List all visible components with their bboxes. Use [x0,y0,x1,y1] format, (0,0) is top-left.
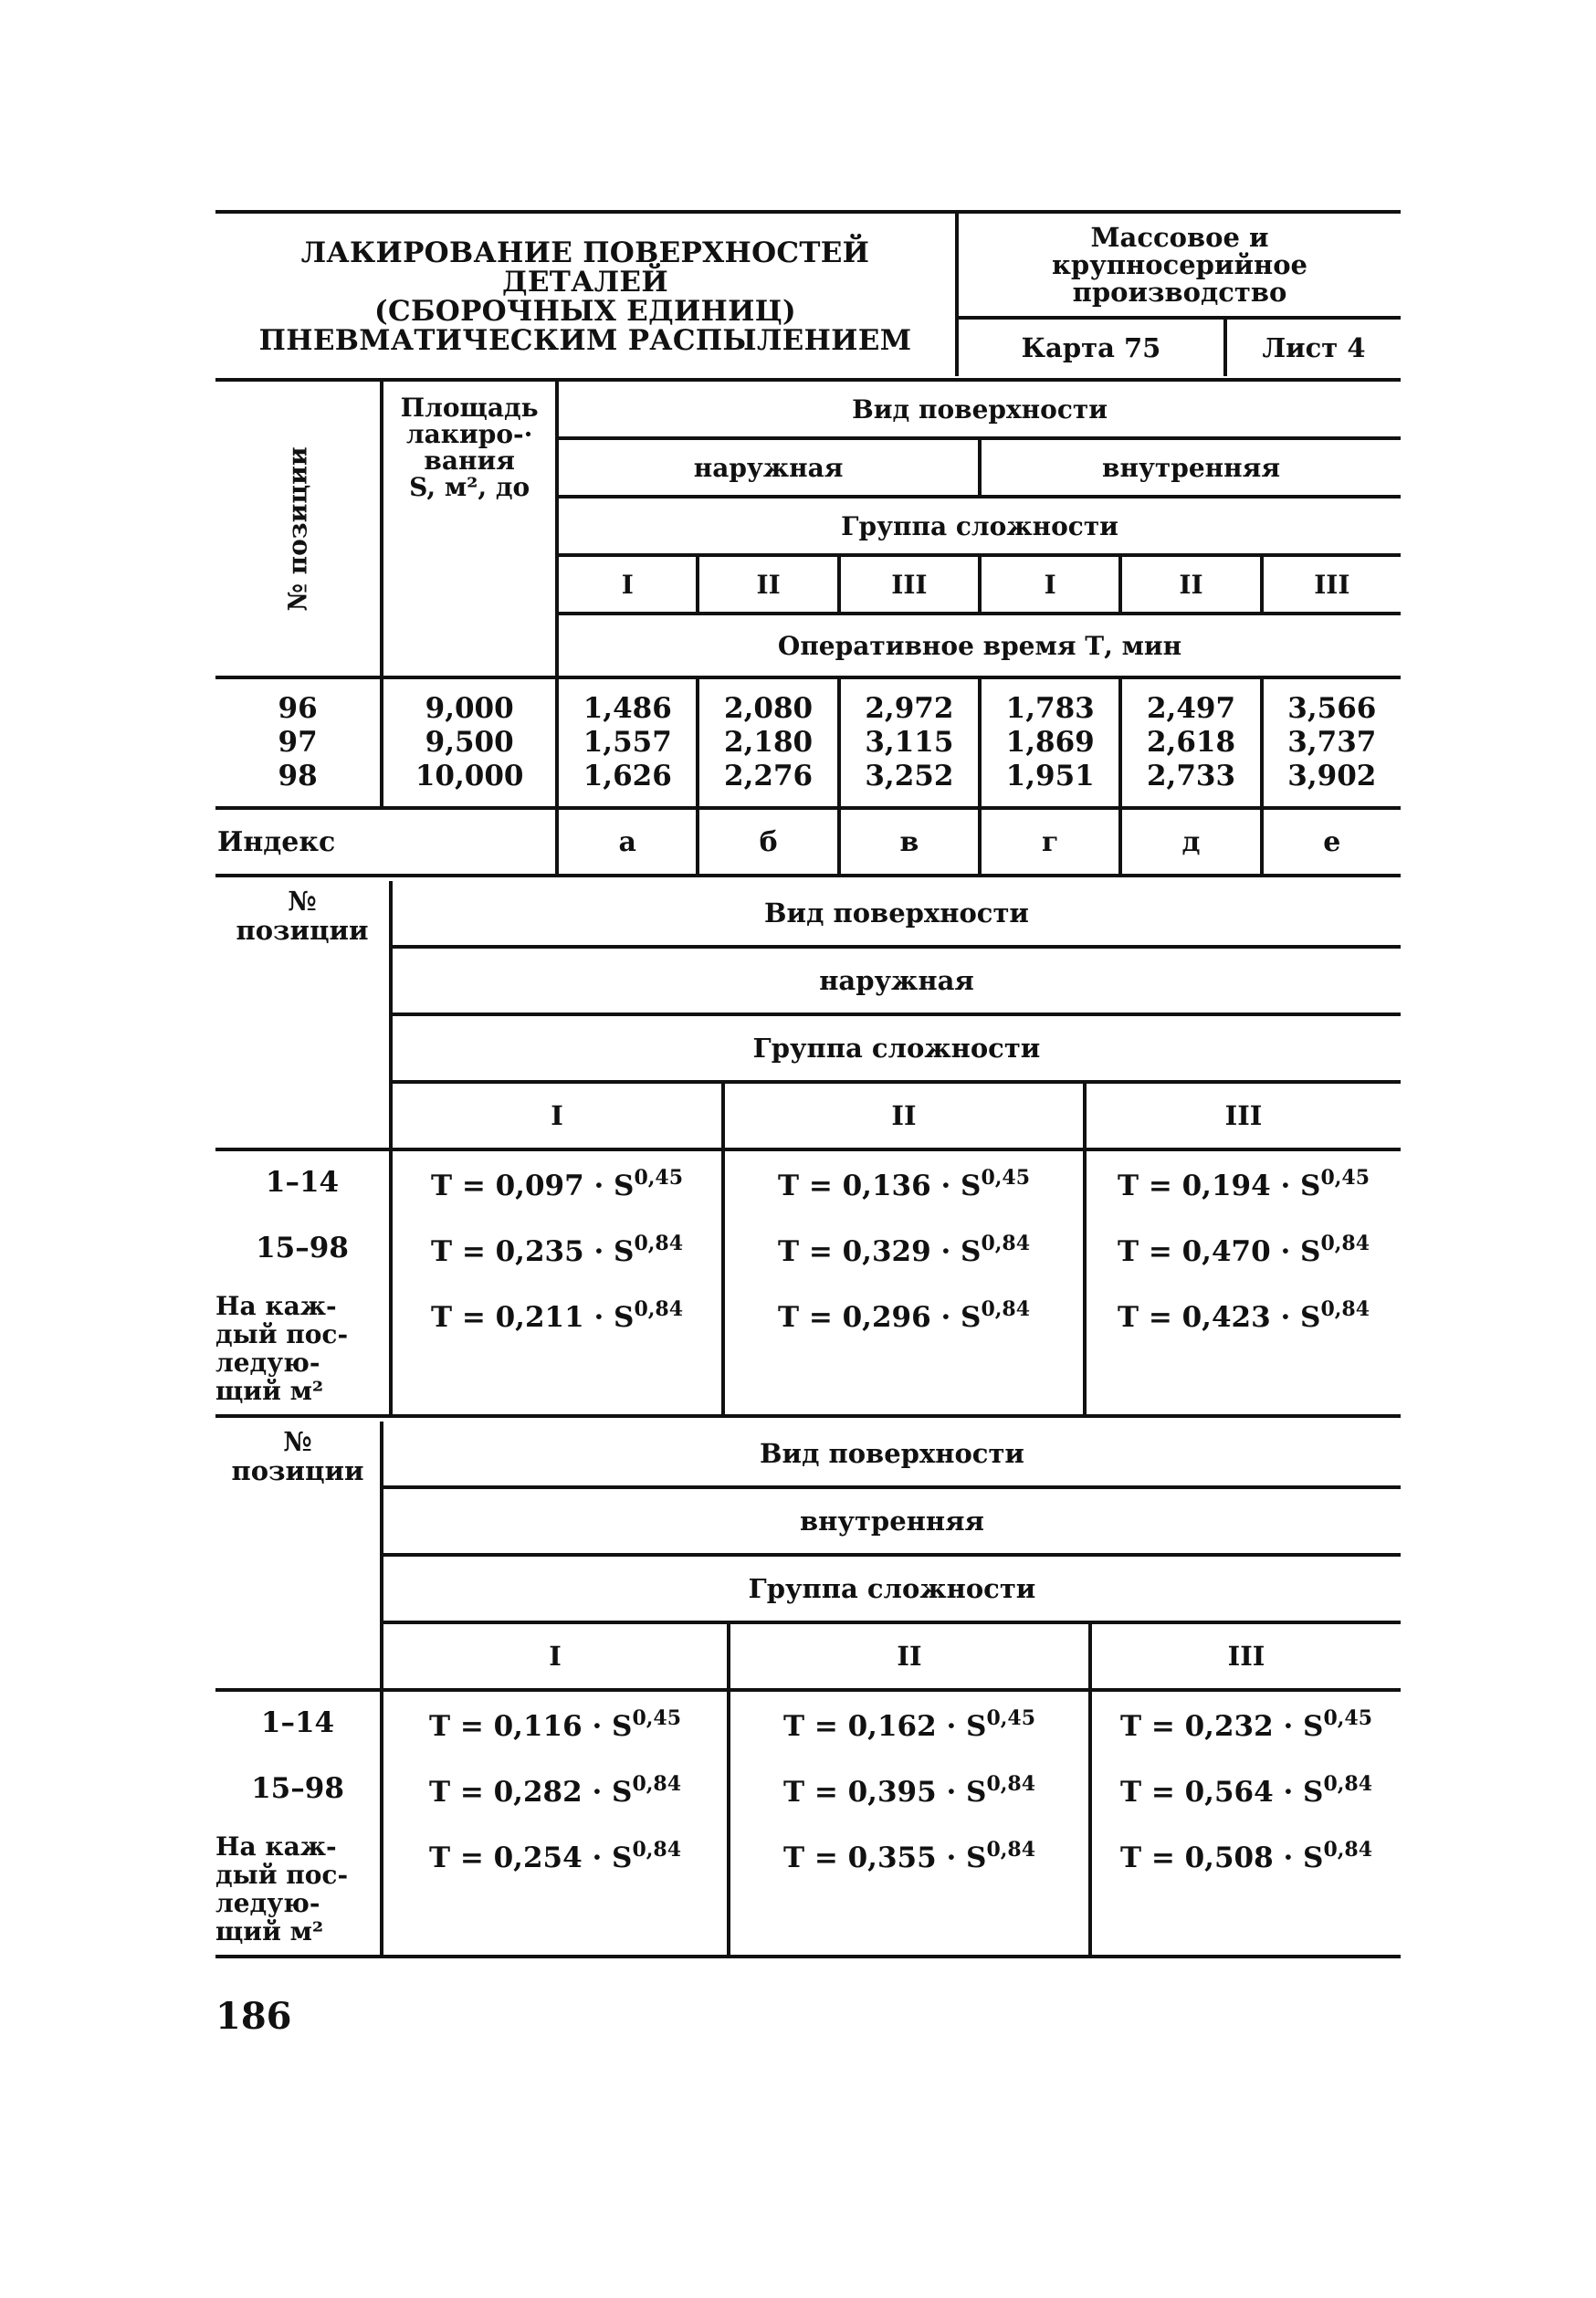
row-label: 15–98 [215,1217,391,1283]
group-1-outer: I [557,555,698,614]
formula: Т = 0,282 · S$^{0,84}$ [382,1758,729,1823]
values-column-d: 2,497 2,618 2,733 [1120,677,1261,808]
formula: Т = 0,136 · S$^{0,45}$ [723,1149,1085,1217]
outer-formula-table [215,881,1401,1418]
formula: Т = 0,296 · S$^{0,84}$ [723,1283,1085,1416]
complexity-group-header-inner: Группа сложности [382,1555,1401,1622]
formula: Т = 0,355 · S$^{0,84}$ [729,1823,1090,1957]
formula: Т = 0,395 · S$^{0,84}$ [729,1758,1090,1823]
surface-type-header: Вид поверхности [557,380,1401,438]
index-a: а [557,808,698,876]
formula: Т = 0,508 · S$^{0,84}$ [1119,1838,1373,1874]
operative-time-header: Оперативное время Т, мин [777,630,1182,661]
document-page [215,210,1401,1958]
area-values: 9,000 9,500 10,000 [382,677,557,808]
group-3: III [1227,1641,1265,1672]
page-number: 186 [215,1995,292,2038]
complexity-group-header-outer: Группа сложности [391,1014,1401,1082]
formula: Т = 0,232 · S$^{0,45}$ [1119,1706,1373,1743]
outer-surface-label: наружная [391,947,1401,1014]
position-values: 96 97 98 [215,677,382,808]
formula: Т = 0,329 · S$^{0,84}$ [723,1217,1085,1283]
index-v: в [839,808,980,876]
group-3: III [1224,1100,1263,1131]
formula: Т = 0,254 · S$^{0,84}$ [382,1823,729,1957]
document-title: ЛАКИРОВАНИЕ ПОВЕРХНОСТЕЙ ДЕТАЛЕЙ (СБОРОЧНЫХ ЕДИНИЦ) ПНЕВМАТИЧЕСКИМ РАСПЫЛЕНИЕМ [215,212,957,376]
inner-formula-table [215,1422,1401,1958]
formula: Т = 0,423 · S$^{0,84}$ [1117,1297,1370,1334]
row-label: 15–98 [215,1758,382,1823]
inner-surface-label: внутренняя [382,1487,1401,1555]
index-b: б [698,808,838,876]
row-label-each-next: На каж- дый пос- ледую- щий м² [215,1283,391,1416]
position-header-inner: № позиции [215,1422,382,1690]
index-label: Индекс [215,808,557,876]
values-column-g: 1,783 1,869 1,951 [980,677,1120,808]
row-label: 1–14 [215,1690,382,1758]
group-3-inner: III [1262,555,1401,614]
position-header: № позиции [215,380,382,677]
values-column-a: 1,486 1,557 1,626 [557,677,698,808]
group-2-inner: II [1120,555,1261,614]
group-2-outer: II [698,555,838,614]
row-label-each-next: На каж- дый пос- ледую- щий м² [215,1823,382,1957]
production-type: Массовое и крупносерийное производство [957,212,1401,318]
surface-type-header-inner: Вид поверхности [382,1422,1401,1487]
complexity-group-header: Группа сложности [557,497,1401,555]
values-column-e: 3,566 3,737 3,902 [1287,692,1377,792]
formula: Т = 0,162 · S$^{0,45}$ [729,1690,1090,1758]
time-values-table [215,378,1401,877]
formula: Т = 0,564 · S$^{0,84}$ [1119,1772,1373,1809]
values-column-b: 2,080 2,180 2,276 [698,677,838,808]
index-d: д [1120,808,1261,876]
values-column-v: 2,972 3,115 3,252 [839,677,980,808]
card-number: Карта 75 [957,318,1225,376]
row-label: 1–14 [215,1149,391,1217]
area-header: Площадь лакиро-· вания S, м², до [382,380,557,677]
index-e: е [1323,825,1341,858]
formula: Т = 0,194 · S$^{0,45}$ [1117,1166,1370,1202]
formula: Т = 0,235 · S$^{0,84}$ [391,1217,723,1283]
group-3-outer: III [839,555,980,614]
formula: Т = 0,097 · S$^{0,45}$ [391,1149,723,1217]
position-header-outer: № позиции [215,881,391,1149]
group-1: I [391,1082,723,1149]
group-2: II [723,1082,1085,1149]
index-g: г [980,808,1120,876]
formula: Т = 0,211 · S$^{0,84}$ [391,1283,723,1416]
surface-type-header-outer: Вид поверхности [391,881,1401,947]
group-1-inner: I [980,555,1120,614]
formula: Т = 0,116 · S$^{0,45}$ [382,1690,729,1758]
group-2: II [729,1622,1090,1690]
outer-surface-header: наружная [557,438,980,497]
formula: Т = 0,470 · S$^{0,84}$ [1117,1232,1370,1268]
header-table [215,210,1401,376]
inner-surface-header: внутренняя [980,438,1401,497]
group-1: I [382,1622,729,1690]
sheet-number: Лист 4 [1262,332,1366,363]
